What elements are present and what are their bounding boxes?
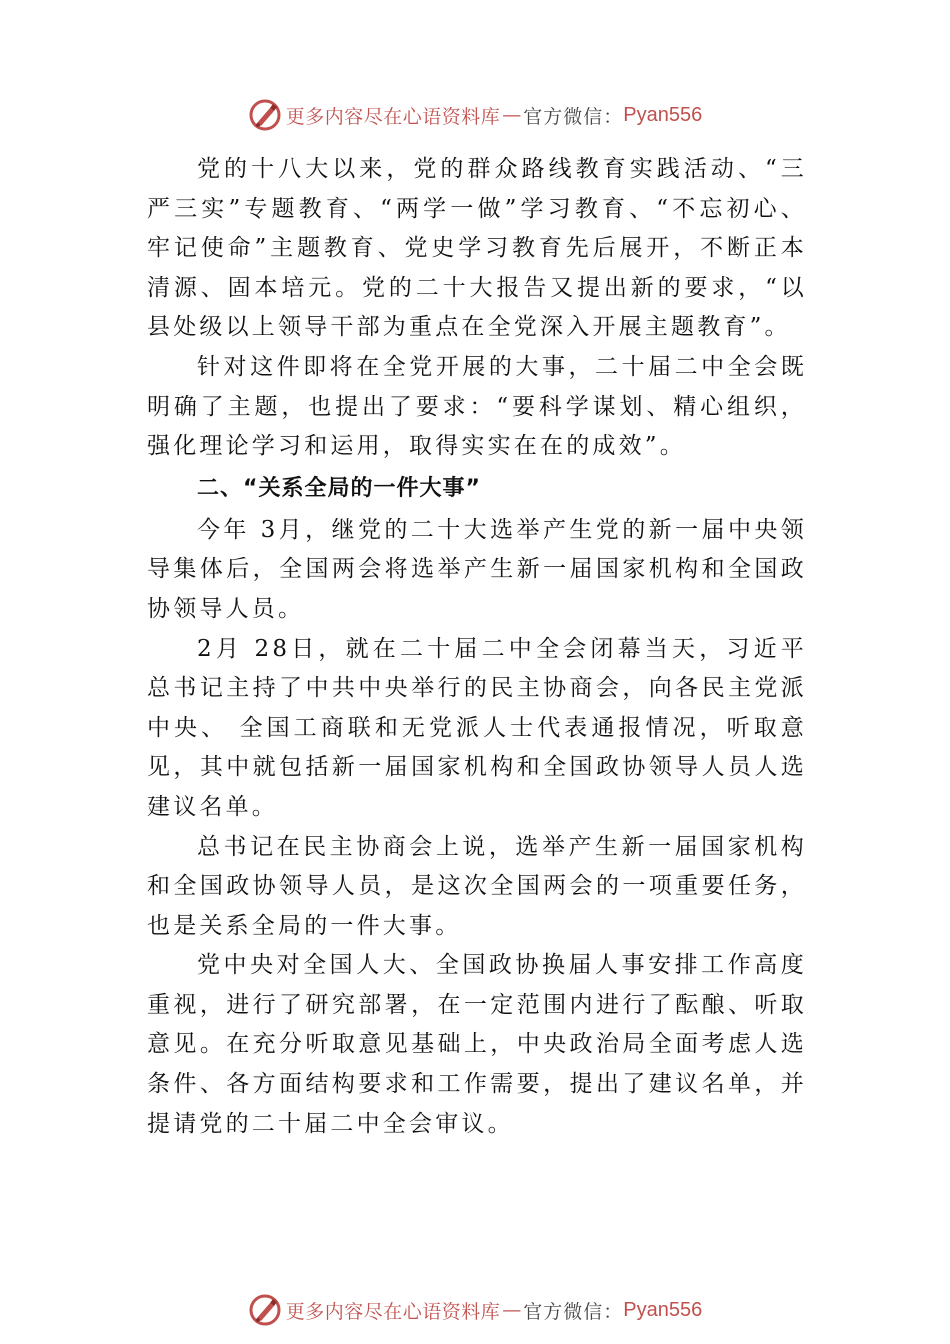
watermark-brand: 更多内容尽在心语资料库: [285, 1300, 501, 1323]
paragraph-1: 党的十八大以来，党的群众路线教育实践活动、“三严三实”专题教育、“两学一做”学习教育、“不忘初心、牢记使命”主题教育、党史学习教育先后展开，不断正本清源、固本培元。党的二十大报告又提出新的要求，“以县处级以上领导干部为重点在全党深入开展主题教育”。: [147, 156, 807, 341]
watermark-id: Pyan556: [623, 103, 703, 126]
watermark-dash: —: [502, 1299, 522, 1321]
watermark-id: Pyan556: [623, 1298, 703, 1321]
pen-logo-icon: [248, 1293, 282, 1327]
pen-logo-icon: [248, 98, 282, 132]
paragraph-2: 针对这件即将在全党开展的大事，二十届二中全会既明确了主题，也提出了要求：“要科学谋划、精心组织，强化理论学习和运用，取得实实在在的成效”。: [147, 353, 807, 460]
paragraph-4: 2月 28日，就在二十届二中全会闭幕当天，习近平总书记主持了中共中央举行的民主协商会，向各民主党派中央、 全国工商联和无党派人士代表通报情况，听取意见，其中就包括新一届国家机构和全国政协领导人员人选建议名单。: [147, 635, 807, 820]
watermark-brand: 更多内容尽在心语资料库: [285, 105, 501, 128]
paragraph-3: 今年 3月，继党的二十大选举产生党的新一届中央领导集体后，全国两会将选举产生新一届国家机构和全国政协领导人员。: [147, 516, 807, 622]
document-body: [147, 150, 807, 1144]
footer-watermark: [0, 1290, 950, 1330]
section-heading: 二、“关系全局的一件大事”: [197, 475, 481, 501]
paragraph-5: 总书记在民主协商会上说，选举产生新一届国家机构和全国政协领导人员，是这次全国两会的一项重要任务，也是关系全局的一件大事。: [147, 833, 807, 939]
header-watermark: [0, 95, 950, 135]
watermark-label: 官方微信：: [523, 1300, 624, 1323]
paragraph-6: 党中央对全国人大、全国政协换届人事安排工作高度重视，进行了研究部署，在一定范围内进行了酝酿、听取意见。在充分听取意见基础上，中央政治局全面考虑人选条件、各方面结构要求和工作需要，提出了建议名单，并提请党的二十届二中全会审议。: [147, 952, 807, 1137]
watermark-dash: —: [502, 104, 522, 126]
watermark-label: 官方微信：: [523, 105, 624, 128]
